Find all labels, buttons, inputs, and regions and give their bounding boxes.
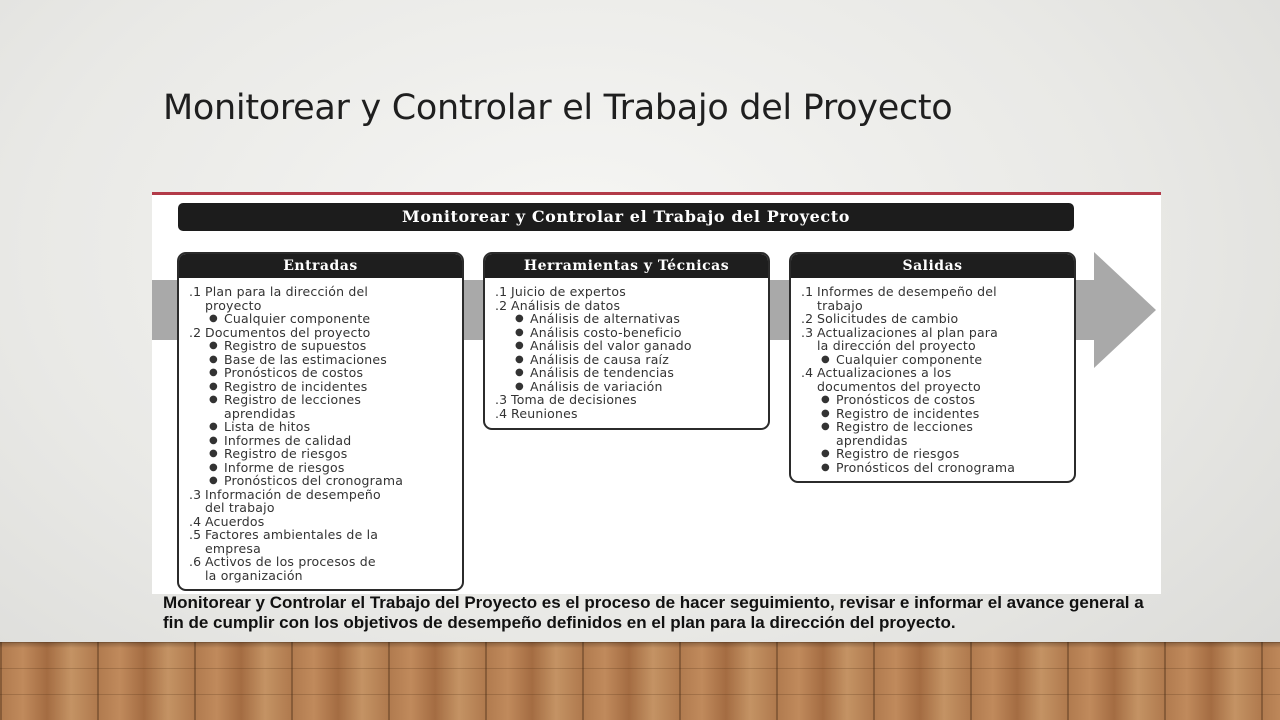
sub-list-item	[801, 447, 1068, 461]
sub-item-text: aprendidas	[224, 405, 296, 421]
bullet-icon	[209, 407, 224, 421]
item-number: .2	[495, 297, 508, 313]
sub-list-item	[189, 393, 456, 407]
sub-item-text: Análisis costo-beneficio	[530, 324, 682, 340]
item-text: Activos de los procesos de	[205, 554, 376, 569]
list-item	[189, 326, 456, 340]
sub-item-text: Análisis de variación	[530, 378, 663, 394]
sub-item-text: aprendidas	[836, 432, 908, 448]
inputs-box-title: Entradas	[179, 254, 462, 278]
item-text: Acuerdos	[205, 513, 265, 529]
list-item	[495, 285, 762, 299]
item-text: Análisis de datos	[511, 297, 621, 313]
sub-item-text: Registro de riesgos	[836, 446, 960, 461]
sub-list-item	[495, 326, 762, 340]
item-number: .1	[495, 284, 508, 299]
bullet-icon: ●	[515, 326, 524, 338]
sub-list-item	[189, 447, 456, 461]
list-item-continuation	[801, 380, 1068, 394]
sub-item-text: Registro de incidentes	[224, 378, 368, 394]
list-item	[189, 555, 456, 569]
sub-list-item	[495, 380, 762, 394]
bullet-icon: ●	[515, 313, 524, 324]
sub-item-text: Cualquier componente	[836, 351, 983, 367]
bullet-icon: ●	[209, 340, 218, 351]
sub-item-text: Registro de incidentes	[836, 405, 980, 421]
item-text: Actualizaciones al plan para	[817, 324, 999, 340]
item-text: Solicitudes de cambio	[817, 311, 959, 326]
bullet-icon: ●	[821, 461, 830, 473]
list-item-continuation	[801, 299, 1068, 313]
sub-list-item	[189, 434, 456, 448]
sub-item-text: Cualquier componente	[224, 311, 371, 326]
sub-item-text: Base de las estimaciones	[224, 351, 387, 367]
item-number	[801, 299, 817, 313]
item-text: Juicio de expertos	[511, 284, 626, 299]
list-item	[495, 393, 762, 407]
sub-item-text: Análisis de tendencias	[530, 365, 675, 380]
sub-item-text: Registro de lecciones	[836, 419, 974, 434]
item-number: .2	[801, 311, 814, 326]
slide-caption: Monitorear y Controlar el Trabajo del Proyecto es el proceso de hacer seguimiento, revisar e informar el avance general a fin de cumplir con los objetivos de desempeño definidos en el plan para la dirección del proyecto.	[163, 593, 1144, 632]
list-item-continuation	[189, 542, 456, 556]
sub-item-text: Lista de hitos	[224, 419, 311, 434]
item-number	[189, 569, 205, 583]
outputs-box-title: Salidas	[791, 254, 1074, 278]
tools-techniques-list	[485, 278, 768, 420]
list-item	[495, 407, 762, 421]
bullet-icon	[821, 434, 836, 448]
item-number: .2	[189, 324, 202, 340]
item-text: Actualizaciones a los	[817, 365, 952, 380]
sub-item-text: Registro de supuestos	[224, 338, 367, 353]
bullet-icon: ●	[209, 353, 218, 365]
bullet-icon: ●	[209, 380, 218, 392]
item-number	[801, 339, 817, 353]
item-text: Documentos del proyecto	[205, 324, 371, 340]
bullet-icon: ●	[209, 421, 218, 432]
list-item-continuation	[801, 339, 1068, 353]
sub-list-item	[801, 407, 1068, 421]
list-item	[801, 285, 1068, 299]
item-number: .3	[801, 324, 814, 340]
diagram-header: Monitorear y Controlar el Trabajo del Proyecto	[178, 203, 1074, 231]
item-number	[189, 299, 205, 313]
sub-list-item	[189, 461, 456, 475]
sub-list-item	[189, 353, 456, 367]
sub-list-item	[801, 461, 1068, 475]
tools-techniques-box	[483, 252, 770, 430]
bullet-icon: ●	[821, 407, 830, 419]
sub-item-text: Pronósticos de costos	[224, 365, 364, 380]
sub-item-text: Informe de riesgos	[224, 459, 345, 475]
item-text: la organización	[205, 567, 303, 583]
item-text: empresa	[205, 540, 261, 556]
sub-list-item-continuation	[801, 434, 1068, 448]
sub-list-item	[189, 312, 456, 326]
sub-item-text: Análisis del valor ganado	[530, 338, 692, 353]
inputs-box	[177, 252, 464, 591]
sub-list-item	[495, 339, 762, 353]
list-item	[495, 299, 762, 313]
item-number: .1	[801, 284, 814, 299]
list-item	[801, 366, 1068, 380]
bullet-icon: ●	[515, 380, 524, 392]
bullet-icon: ●	[821, 448, 830, 459]
bullet-icon: ●	[209, 434, 218, 446]
list-item-continuation	[189, 569, 456, 583]
sub-list-item	[495, 312, 762, 326]
list-item-continuation	[189, 501, 456, 515]
sub-list-item	[189, 420, 456, 434]
sub-list-item-continuation	[189, 407, 456, 421]
sub-list-item	[801, 420, 1068, 434]
sub-item-text: Pronósticos de costos	[836, 392, 976, 407]
sub-item-text: Registro de riesgos	[224, 446, 348, 461]
list-item	[189, 285, 456, 299]
sub-item-text: Análisis de alternativas	[530, 311, 681, 326]
sub-item-text: Pronósticos del cronograma	[224, 473, 404, 488]
bullet-icon: ●	[209, 475, 218, 486]
item-number	[189, 501, 205, 515]
bullet-icon: ●	[821, 394, 830, 405]
sub-item-text: Pronósticos del cronograma	[836, 459, 1016, 475]
sub-item-text: Informes de calidad	[224, 432, 352, 448]
item-number: .6	[189, 554, 202, 569]
wood-floor-decoration	[0, 642, 1280, 720]
list-item-continuation	[189, 299, 456, 313]
item-text: Información de desempeño	[205, 486, 381, 502]
bullet-icon: ●	[515, 353, 524, 365]
bullet-icon: ●	[209, 394, 218, 405]
outputs-box	[789, 252, 1076, 483]
sub-list-item	[801, 353, 1068, 367]
item-text: Informes de desempeño del	[817, 284, 997, 299]
item-number: .5	[189, 527, 202, 542]
list-item	[801, 312, 1068, 326]
item-number: .4	[495, 405, 508, 421]
process-diagram	[152, 192, 1161, 594]
item-text: la dirección del proyecto	[817, 338, 976, 353]
bullet-icon: ●	[209, 448, 218, 459]
item-text: Factores ambientales de la	[205, 527, 379, 542]
item-text: trabajo	[817, 297, 863, 313]
bullet-icon: ●	[209, 313, 218, 324]
list-item	[189, 515, 456, 529]
item-number: .1	[189, 284, 202, 299]
bullet-icon: ●	[515, 340, 524, 351]
sub-list-item	[801, 393, 1068, 407]
bullet-icon: ●	[209, 367, 218, 378]
item-number: .4	[801, 365, 814, 380]
outputs-list	[791, 278, 1074, 474]
slide-title: Monitorear y Controlar el Trabajo del Proyecto	[163, 88, 953, 128]
item-text: Plan para la dirección del	[205, 284, 369, 299]
list-item	[801, 326, 1068, 340]
sub-list-item	[189, 380, 456, 394]
tools-techniques-box-title: Herramientas y Técnicas	[485, 254, 768, 278]
sub-list-item	[495, 366, 762, 380]
sub-list-item	[189, 366, 456, 380]
sub-item-text: Registro de lecciones	[224, 392, 362, 407]
item-text: Toma de decisiones	[511, 392, 637, 407]
bullet-icon: ●	[821, 421, 830, 432]
item-text: documentos del proyecto	[817, 378, 981, 394]
item-number	[189, 542, 205, 556]
sub-item-text: Análisis de causa raíz	[530, 351, 669, 367]
item-number: .4	[189, 513, 202, 529]
list-item	[189, 488, 456, 502]
item-number	[801, 380, 817, 394]
item-number: .3	[189, 486, 202, 502]
sub-list-item	[189, 339, 456, 353]
bullet-icon: ●	[209, 461, 218, 473]
item-text: del trabajo	[205, 500, 275, 515]
list-item	[189, 528, 456, 542]
item-number: .3	[495, 392, 508, 407]
bullet-icon: ●	[515, 367, 524, 378]
inputs-list	[179, 278, 462, 582]
sub-list-item	[189, 474, 456, 488]
bullet-icon: ●	[821, 353, 830, 365]
sub-list-item	[495, 353, 762, 367]
item-text: proyecto	[205, 297, 262, 313]
item-text: Reuniones	[511, 405, 578, 421]
